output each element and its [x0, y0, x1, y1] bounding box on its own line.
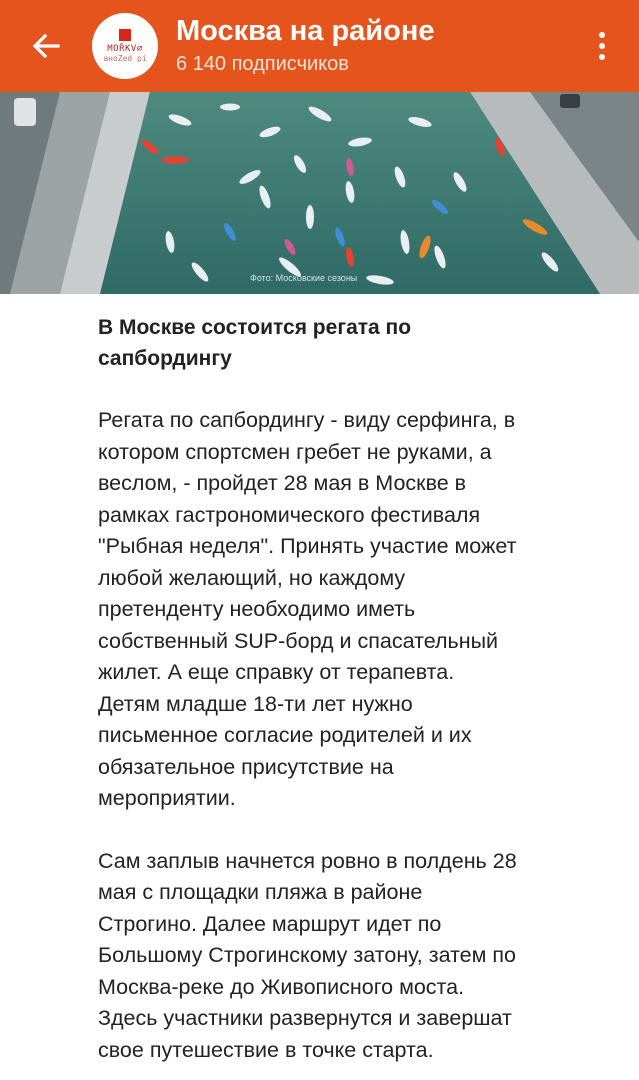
arrow-left-icon: [31, 31, 61, 61]
post-paragraph-2: Сам заплыв начнется ровно в полдень 28 мая с площадки пляжа в районе Строгино. Далее маршрут идет по Большому Строгинскому затону, затем по Москва-реке до Живописного моста. Здесь участники развернутся и завершат свое путешествие в точке старта.: [98, 848, 517, 1062]
channel-title: Москва на районе: [176, 15, 435, 47]
more-menu-button[interactable]: [587, 26, 617, 66]
article-photo[interactable]: [0, 92, 639, 294]
post-headline: В Москве состоится регата по сапбордингу: [98, 316, 412, 370]
regatta-image: [0, 92, 639, 294]
post-paragraph-1: Регата по сапбордингу - виду серфинга, в котором спортсмен гребет не руками, а веслом, - пройдет 28 мая в Москве в рамках гастрономического фестиваля "Рыбная неделя". Принять участие может любой желающий, но каждому претенденту необходимо иметь собственный SUP-борд и спасательный жилет. А еще справку от терапевта. Детям младше 18-ти лет нужно письменное согласие родителей и их обязательное присутствие на мероприятии.: [98, 408, 517, 810]
back-button[interactable]: [0, 0, 92, 92]
post-body: [98, 312, 598, 1080]
channel-info[interactable]: [176, 14, 435, 78]
more-vertical-icon: [599, 32, 605, 60]
subscriber-count: 6 140 подписчиков: [176, 53, 349, 75]
channel-avatar[interactable]: [92, 13, 158, 79]
app-bar: [0, 0, 639, 92]
logo-square: [119, 29, 131, 41]
photo-credit: Фото: Московские сезоны: [250, 273, 358, 283]
logo-text-top: MOŘKV∅: [107, 44, 143, 54]
logo-text-bottom: аноZed рі: [103, 54, 147, 63]
